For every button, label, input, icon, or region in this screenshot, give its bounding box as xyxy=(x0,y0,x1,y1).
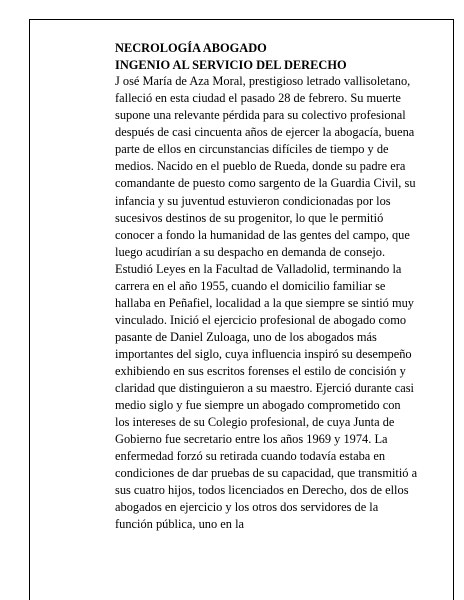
article-body: J osé María de Aza Moral, prestigioso letrado vallisoletano, falleció en esta ciudad el pasado 28 de febrero. Su muerte supone una relevante pérdida para su colectivo profesional después de casi cincuenta años de ejercer la abogacía, buena parte de ellos en circunstancias difíciles de tiempo y de medios. Nacido en el pueblo de Rueda, donde su padre era comandante de puesto como sargento de la Guardia Civil, su infancia y su juventud estuvieron condicionadas por los sucesivos destinos de su progenitor, lo que le permitió conocer a fondo la humanidad de las gentes del campo, que luego acudirían a su despacho en demanda de consejo. Estudió Leyes en la Facultad de Valladolid, terminando la carrera en el año 1955, cuando el domicilio familiar se hallaba en Peñafiel, localidad a la que siempre se sintió muy vinculado. Inició el ejercicio profesional de abogado como pasante de Daniel Zuloaga, uno de los abogados más importantes del siglo, cuya influencia inspiró su desempeño exhibiendo en sus escritos forenses el estilo de concisión y claridad que distinguieron a su maestro. Ejerció durante casi medio siglo y fue siempre un abogado comprometido con los intereses de su Colegio profesional, de cuya Junta de Gobierno fue secretario entre los años 1969 y 1974. La enfermedad forzó su retirada cuando todavía estaba en condiciones de dar pruebas de su capacidad, que transmitió a sus cuatro hijos, todos licenciados en Derecho, dos de ellos abogados en ejercicio y los otros dos servidores de la función pública, uno en la xyxy=(115,74,418,532)
article-section-label: NECROLOGÍA ABOGADO xyxy=(115,41,267,55)
article-headline: INGENIO AL SERVICIO DEL DERECHO xyxy=(115,57,347,72)
obituary-article xyxy=(115,40,418,533)
